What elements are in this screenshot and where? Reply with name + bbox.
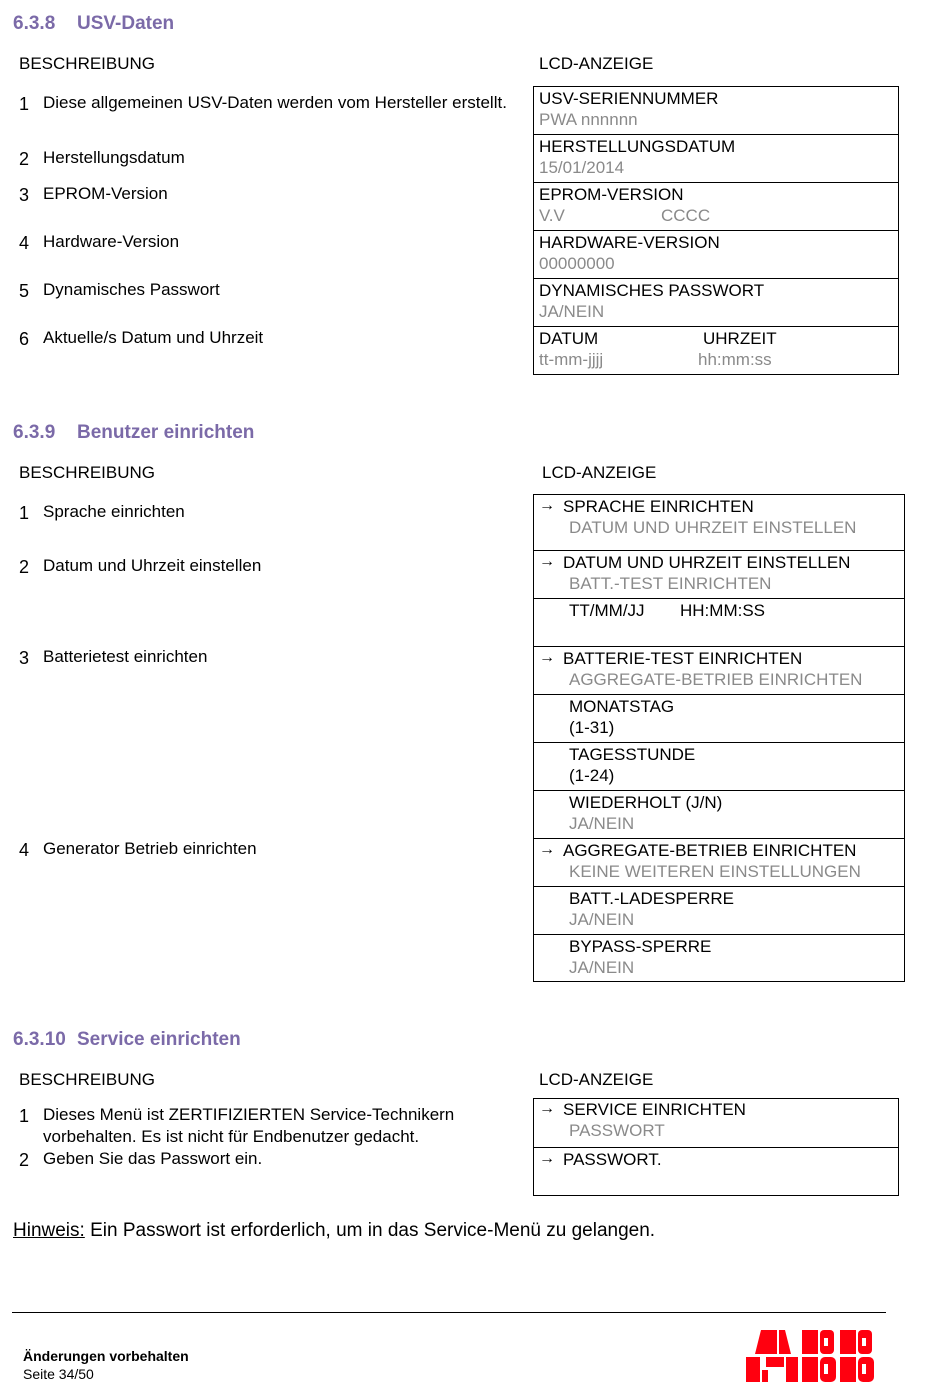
row-text: Geben Sie das Passwort ein. bbox=[43, 1149, 263, 1168]
row-number: 6 bbox=[19, 329, 30, 349]
lcd-value: V.V bbox=[539, 206, 565, 225]
lcd-line: PASSWORT. bbox=[563, 1150, 662, 1169]
note bbox=[13, 1220, 655, 1242]
arrow-right-icon: → bbox=[539, 1100, 555, 1117]
lcd-cell bbox=[534, 1099, 898, 1148]
lcd-cell bbox=[534, 551, 904, 599]
lcd-value: CCCC bbox=[661, 206, 711, 225]
row-number: 1 bbox=[19, 1106, 30, 1126]
row-text: Dynamisches Passwort bbox=[43, 280, 220, 299]
lcd-value: PWA nnnnnn bbox=[539, 110, 638, 129]
lcd-value: DATUM UND UHRZEIT EINSTELLEN bbox=[569, 518, 857, 537]
section-title-service-einrichten bbox=[13, 1029, 241, 1051]
section-title-usv-daten bbox=[13, 13, 174, 35]
lcd-display-service bbox=[533, 1098, 899, 1196]
lcd-line: HARDWARE-VERSION bbox=[539, 233, 720, 252]
row-number: 3 bbox=[19, 648, 30, 668]
lcd-line: TT/MM/JJ bbox=[569, 601, 645, 620]
lcd-line: UHRZEIT bbox=[703, 329, 777, 348]
lcd-cell bbox=[534, 327, 898, 374]
lcd-line: DATUM UND UHRZEIT EINSTELLEN bbox=[563, 553, 851, 572]
lcd-line: BATTERIE-TEST EINRICHTEN bbox=[563, 649, 803, 668]
row-number: 2 bbox=[19, 557, 30, 577]
lcd-cell bbox=[534, 135, 898, 183]
lcd-value: 15/01/2014 bbox=[539, 158, 625, 177]
note-label: Hinweis: bbox=[13, 1220, 85, 1241]
row-number: 4 bbox=[19, 840, 30, 860]
section-title-benutzer-einrichten bbox=[13, 422, 254, 444]
lcd-cell bbox=[534, 87, 898, 135]
lcd-value: PASSWORT bbox=[569, 1121, 665, 1140]
lcd-line: BYPASS-SPERRE bbox=[569, 937, 712, 956]
lcd-cell bbox=[534, 839, 904, 887]
lcd-header: LCD-ANZEIGE bbox=[539, 54, 654, 73]
row-number: 1 bbox=[19, 94, 30, 114]
lcd-cell bbox=[534, 495, 904, 551]
row-text: Sprache einrichten bbox=[43, 502, 185, 521]
arrow-right-icon: → bbox=[539, 553, 555, 570]
lcd-line: (1-31) bbox=[569, 718, 615, 737]
description-header: BESCHREIBUNG bbox=[19, 463, 156, 482]
lcd-cell bbox=[534, 743, 904, 791]
lcd-value: BATT.-TEST EINRICHTEN bbox=[569, 574, 772, 593]
row-text: Herstellungsdatum bbox=[43, 148, 185, 167]
description-header: BESCHREIBUNG bbox=[19, 1070, 156, 1089]
lcd-line: WIEDERHOLT (J/N) bbox=[569, 793, 723, 812]
section-title-text: Service einrichten bbox=[77, 1029, 241, 1050]
arrow-right-icon: → bbox=[539, 497, 555, 514]
row-text: Dieses Menü ist ZERTIFIZIERTEN Service-Technikern vorbehalten. Es ist nicht für Endbenutzer gedacht. bbox=[43, 1105, 455, 1146]
lcd-line: TAGESSTUNDE bbox=[569, 745, 696, 764]
lcd-cell bbox=[534, 279, 898, 327]
row-text: Diese allgemeinen USV-Daten werden vom Hersteller erstellt. bbox=[43, 93, 507, 112]
row-text: Datum und Uhrzeit einstellen bbox=[43, 556, 262, 575]
lcd-line: HERSTELLUNGSDATUM bbox=[539, 137, 736, 156]
row-text: EPROM-Version bbox=[43, 184, 168, 203]
lcd-value: hh:mm:ss bbox=[698, 350, 772, 369]
row-number: 3 bbox=[19, 185, 30, 205]
row-text: Generator Betrieb einrichten bbox=[43, 839, 257, 858]
abb-logo-icon bbox=[746, 1330, 880, 1382]
lcd-line: SPRACHE EINRICHTEN bbox=[563, 497, 754, 516]
lcd-header: LCD-ANZEIGE bbox=[542, 463, 657, 482]
lcd-line: SERVICE EINRICHTEN bbox=[563, 1100, 746, 1119]
lcd-value: AGGREGATE-BETRIEB EINRICHTEN bbox=[569, 670, 863, 689]
lcd-line: AGGREGATE-BETRIEB EINRICHTEN bbox=[563, 841, 857, 860]
lcd-value: KEINE WEITEREN EINSTELLUNGEN bbox=[569, 862, 861, 881]
lcd-cell bbox=[534, 231, 898, 279]
row-text: Hardware-Version bbox=[43, 232, 180, 251]
lcd-header: LCD-ANZEIGE bbox=[539, 1070, 654, 1089]
section-number: 6.3.8 bbox=[13, 13, 56, 34]
lcd-line: EPROM-VERSION bbox=[539, 185, 684, 204]
lcd-line: BATT.-LADESPERRE bbox=[569, 889, 735, 908]
arrow-right-icon: → bbox=[539, 841, 555, 858]
section-number: 6.3.9 bbox=[13, 422, 56, 443]
lcd-cell bbox=[534, 1148, 898, 1195]
lcd-display-benutzer bbox=[533, 494, 905, 982]
arrow-right-icon: → bbox=[539, 1150, 555, 1167]
lcd-line: DYNAMISCHES PASSWORT bbox=[539, 281, 765, 300]
footer-page-number: Seite 34/50 bbox=[23, 1366, 94, 1382]
lcd-cell bbox=[534, 935, 904, 981]
lcd-value: JA/NEIN bbox=[569, 814, 635, 833]
lcd-display-usv bbox=[533, 86, 899, 375]
lcd-cell bbox=[534, 887, 904, 935]
lcd-line: DATUM bbox=[539, 329, 599, 348]
section-number: 6.3.10 bbox=[13, 1029, 66, 1050]
description-header: BESCHREIBUNG bbox=[19, 54, 156, 73]
lcd-cell bbox=[534, 647, 904, 695]
arrow-right-icon: → bbox=[539, 649, 555, 666]
row-text: Batterietest einrichten bbox=[43, 647, 208, 666]
lcd-line: MONATSTAG bbox=[569, 697, 675, 716]
note-text: Ein Passwort ist erforderlich, um in das Service-Menü zu gelangen. bbox=[84, 1220, 656, 1241]
lcd-cell bbox=[534, 599, 904, 647]
lcd-value: JA/NEIN bbox=[539, 302, 605, 321]
lcd-value: 00000000 bbox=[539, 254, 615, 273]
row-number: 2 bbox=[19, 149, 30, 169]
section-title-text: Benutzer einrichten bbox=[77, 422, 255, 443]
lcd-line: USV-SERIENNUMMER bbox=[539, 89, 719, 108]
lcd-cell bbox=[534, 695, 904, 743]
section-title-text: USV-Daten bbox=[77, 13, 175, 34]
abb-logo bbox=[746, 1330, 880, 1382]
footer-divider bbox=[12, 1312, 886, 1313]
lcd-value: JA/NEIN bbox=[569, 958, 635, 977]
lcd-cell bbox=[534, 183, 898, 231]
footer-disclaimer: Änderungen vorbehalten bbox=[23, 1348, 189, 1364]
lcd-line: HH:MM:SS bbox=[680, 601, 765, 620]
lcd-line: (1-24) bbox=[569, 766, 615, 785]
row-number: 2 bbox=[19, 1150, 30, 1170]
lcd-value: tt-mm-jjjj bbox=[539, 350, 604, 369]
lcd-cell bbox=[534, 791, 904, 839]
lcd-value: JA/NEIN bbox=[569, 910, 635, 929]
row-text: Aktuelle/s Datum und Uhrzeit bbox=[43, 328, 264, 347]
row-number: 5 bbox=[19, 281, 30, 301]
row-number: 1 bbox=[19, 503, 30, 523]
row-number: 4 bbox=[19, 233, 30, 253]
